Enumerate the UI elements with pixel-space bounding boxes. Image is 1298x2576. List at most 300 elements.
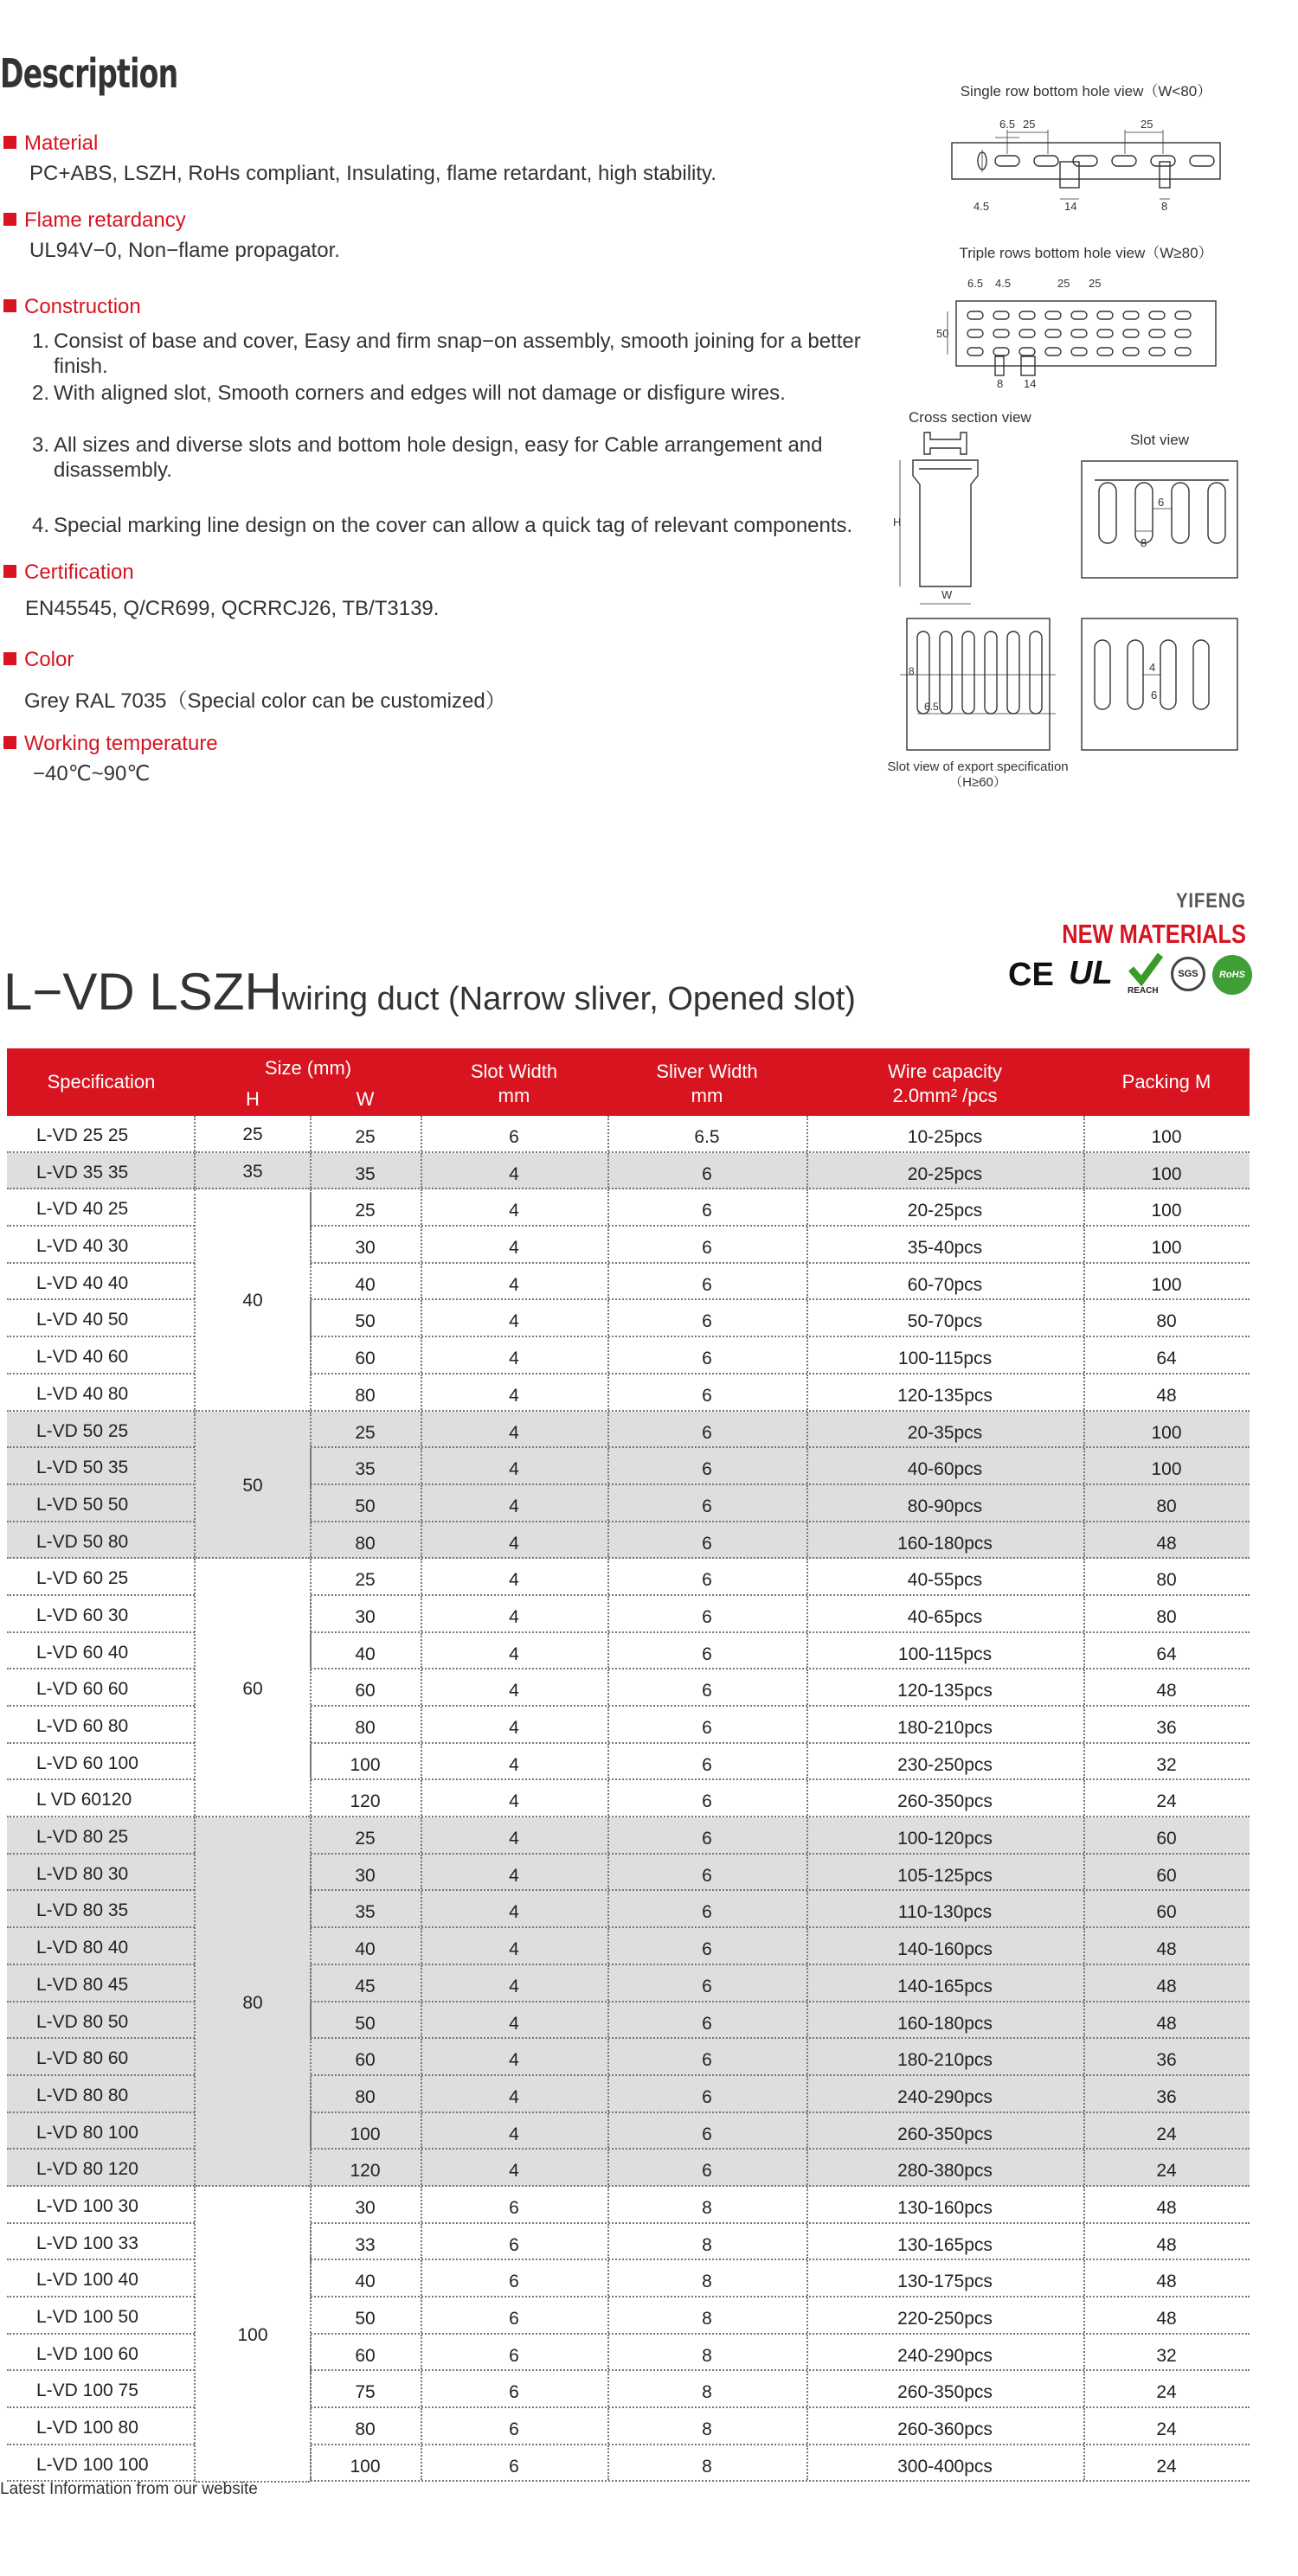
w-cell: 80: [355, 1385, 376, 1406]
dim-label: 50: [936, 327, 949, 340]
column-divider: [806, 1412, 808, 1447]
column-divider: [421, 1707, 422, 1742]
column-divider: [421, 1116, 422, 1151]
packing-cell: 24: [1156, 2456, 1177, 2477]
slot-width-cell: 4: [509, 2086, 519, 2107]
packing-cell: 48: [1156, 1976, 1177, 1996]
packing-cell: 24: [1156, 2124, 1177, 2144]
spec-cell: L-VD 40 40: [36, 1272, 129, 1293]
column-divider: [1083, 1707, 1085, 1742]
column-divider: [421, 1965, 422, 2001]
ce-mark-icon: CE: [1008, 957, 1054, 993]
material-heading-text: Material: [24, 131, 99, 155]
column-divider: [1083, 2150, 1085, 2185]
slot-width-cell: 4: [509, 1606, 519, 1627]
column-divider: [806, 1189, 808, 1225]
item-text: All sizes and diverse slots and bottom hole design, easy for Cable arrangement and disassembly.: [54, 433, 823, 482]
slot-width-cell: 6: [509, 2234, 519, 2255]
cross-section-view: [900, 433, 978, 604]
column-divider: [1083, 1928, 1085, 1964]
column-divider: [421, 1522, 422, 1558]
spec-cell: L-VD 100 40: [36, 2270, 138, 2291]
column-divider: [1083, 2371, 1085, 2406]
column-divider: [1083, 2260, 1085, 2296]
column-divider: [607, 1300, 609, 1336]
column-divider: [421, 1153, 422, 1189]
column-divider: [607, 1891, 609, 1926]
slot-width-cell: 6: [509, 2456, 519, 2477]
column-divider: [310, 2187, 312, 2481]
column-divider: [607, 1264, 609, 1299]
bullet-square-icon: [3, 299, 16, 312]
column-divider: [1083, 2297, 1085, 2333]
slot-width-cell: 4: [509, 1311, 519, 1332]
bullet-square-icon: [3, 565, 16, 578]
w-cell: 60: [355, 2345, 376, 2366]
construction-item-3: [32, 433, 880, 483]
flame-heading-text: Flame retardancy: [24, 208, 186, 232]
wire-capacity-cell: 130-175pcs: [897, 2272, 993, 2292]
spec-cell: L-VD 100 50: [36, 2307, 138, 2327]
bullet-square-icon: [3, 736, 16, 749]
column-divider: [806, 2076, 808, 2111]
item-number: 2.: [32, 381, 50, 405]
packing-cell: 64: [1156, 1644, 1177, 1664]
single-row-caption: Single row bottom hole view（W<80）: [960, 83, 1212, 99]
sliver-width-cell: 6: [702, 1570, 712, 1591]
w-cell: 60: [355, 1681, 376, 1701]
column-divider: [421, 2445, 422, 2481]
packing-cell: 36: [1156, 1718, 1177, 1738]
column-divider: [806, 2002, 808, 2038]
slot-view-caption: Slot view: [1129, 432, 1190, 448]
sliver-width-cell: 6: [702, 2086, 712, 2107]
packing-cell: 24: [1156, 1791, 1177, 1812]
w-cell: 100: [350, 2456, 381, 2477]
dim-label: H: [893, 516, 902, 529]
column-divider: [421, 1300, 422, 1336]
sliver-width-cell: 6: [702, 1681, 712, 1701]
table-body: [7, 1116, 1250, 2482]
packing-cell: 48: [1156, 1385, 1177, 1406]
w-cell: 60: [355, 2050, 376, 2071]
column-divider: [1083, 1375, 1085, 1410]
sliver-width-cell: 6: [702, 1829, 712, 1849]
spec-table: [7, 1048, 1250, 2482]
column-divider: [806, 1928, 808, 1964]
w-cell: 30: [355, 2197, 376, 2218]
packing-cell: 60: [1156, 1902, 1177, 1923]
column-divider: [1083, 1855, 1085, 1890]
column-divider: [806, 1153, 808, 1189]
spec-cell: L-VD 40 60: [36, 1347, 129, 1368]
sliver-width-cell: 6: [702, 2050, 712, 2071]
spec-cell: L-VD 60 60: [36, 1679, 129, 1700]
construction-item-4: [32, 513, 915, 538]
brand-tagline: NEW MATERIALS: [1062, 919, 1246, 949]
item-text: Special marking line design on the cover can allow a quick tag of relevant components.: [54, 514, 853, 537]
dim-label: 14: [1024, 377, 1037, 390]
sliver-width-cell: 8: [702, 2345, 712, 2366]
sliver-width-cell: 6: [702, 1385, 712, 1406]
h-group-cell: [196, 1189, 310, 1411]
column-divider: [1083, 2039, 1085, 2074]
export-slot-caption: Slot view of export specification: [887, 759, 1069, 774]
wire-capacity-cell: 60-70pcs: [907, 1274, 983, 1295]
spec-cell: L-VD 40 25: [36, 1199, 129, 1220]
column-divider: [421, 1448, 422, 1483]
slot-width-cell: 4: [509, 1238, 519, 1259]
wire-capacity-cell: 180-210pcs: [897, 2050, 993, 2071]
w-cell: 25: [355, 1422, 376, 1443]
column-divider: [607, 2260, 609, 2296]
column-divider: [806, 2260, 808, 2296]
dim-label: 6.5: [999, 118, 1016, 131]
dim-label: 4: [1149, 661, 1156, 674]
column-divider: [607, 1337, 609, 1373]
column-divider: [806, 1817, 808, 1853]
column-divider: [607, 1485, 609, 1521]
flame-text: UL94V−0, Non−flame propagator.: [29, 239, 340, 262]
column-divider: [1083, 1891, 1085, 1926]
slot-width-cell: 6: [509, 2197, 519, 2218]
column-divider: [607, 2187, 609, 2222]
column-divider: [607, 2297, 609, 2333]
column-divider: [421, 2371, 422, 2406]
wire-capacity-cell: 260-350pcs: [897, 2382, 993, 2403]
item-number: 4.: [32, 514, 50, 537]
slot-width-cell: 4: [509, 1681, 519, 1701]
column-divider: [1083, 1559, 1085, 1594]
column-divider: [421, 2076, 422, 2111]
certification-heading: [3, 561, 134, 585]
dim-label: 14: [1064, 200, 1077, 213]
sliver-width-cell: 6: [702, 1349, 712, 1369]
slot-width-cell: 4: [509, 1422, 519, 1443]
column-divider: [806, 1116, 808, 1151]
header-packing: Packing M: [1121, 1071, 1211, 1093]
column-divider: [607, 1707, 609, 1742]
header-h: H: [246, 1088, 260, 1110]
reach-mark-icon: REACH: [1128, 952, 1164, 1000]
wire-capacity-cell: 140-160pcs: [897, 1939, 993, 1960]
h-value: 100: [237, 2325, 268, 2346]
slot-width-cell: 4: [509, 1939, 519, 1960]
column-divider: [806, 1744, 808, 1779]
header-w: W: [356, 1088, 375, 1110]
sgs-mark-icon: SGS: [1171, 957, 1205, 991]
w-cell: 40: [355, 1274, 376, 1295]
sliver-width-cell: 6: [702, 1496, 712, 1516]
spec-cell: L-VD 60 30: [36, 1605, 129, 1625]
packing-cell: 32: [1156, 2345, 1177, 2366]
color-heading: [3, 648, 74, 672]
w-cell: 100: [350, 1754, 381, 1775]
column-divider: [607, 1596, 609, 1631]
w-cell: 25: [355, 1570, 376, 1591]
packing-cell: 24: [1156, 2382, 1177, 2403]
slot-width-cell: 4: [509, 2013, 519, 2034]
header-sliver-unit: mm: [691, 1085, 723, 1106]
column-divider: [806, 1227, 808, 1262]
material-heading: [3, 131, 98, 156]
column-divider: [806, 2335, 808, 2370]
sliver-width-cell: 6: [702, 1791, 712, 1812]
column-divider: [607, 1817, 609, 1853]
dim-label: 8: [997, 377, 1004, 390]
wire-capacity-cell: 130-160pcs: [897, 2197, 993, 2218]
h-value: 60: [242, 1678, 263, 1699]
slot-width-cell: 4: [509, 1865, 519, 1886]
spec-cell: L-VD 40 30: [36, 1236, 129, 1257]
h-group-cell: [196, 2187, 310, 2483]
slot-width-cell: 6: [509, 2272, 519, 2292]
column-divider: [607, 1669, 609, 1705]
column-divider: [806, 2445, 808, 2481]
column-divider: [607, 1928, 609, 1964]
column-divider: [806, 1337, 808, 1373]
spec-cell: L-VD 40 50: [36, 1310, 129, 1330]
dim-label: 8: [909, 665, 915, 677]
h-group-cell: [196, 1559, 310, 1817]
w-cell: 35: [355, 1902, 376, 1923]
packing-cell: 60: [1156, 1829, 1177, 1849]
packing-cell: 48: [1156, 1939, 1177, 1960]
description-title: Description: [0, 50, 178, 97]
packing-cell: 100: [1151, 1201, 1182, 1221]
packing-cell: 48: [1156, 2197, 1177, 2218]
column-divider: [421, 1780, 422, 1816]
column-divider: [607, 1189, 609, 1225]
column-divider: [310, 1817, 312, 2185]
column-divider: [806, 1596, 808, 1631]
bullet-square-icon: [3, 136, 16, 149]
w-cell: 100: [350, 2124, 381, 2144]
column-divider: [421, 2408, 422, 2444]
certification-text: EN45545, Q/CR699, QCRRCJ26, TB/T3139.: [25, 597, 440, 620]
construction-heading-text: Construction: [24, 295, 141, 318]
sliver-width-cell: 6: [702, 1459, 712, 1480]
slot-width-cell: 4: [509, 1976, 519, 1996]
column-divider: [1083, 1448, 1085, 1483]
column-divider: [421, 1633, 422, 1669]
wire-capacity-cell: 10-25pcs: [907, 1127, 983, 1147]
w-cell: 30: [355, 1238, 376, 1259]
column-divider: [607, 1559, 609, 1594]
column-divider: [310, 1189, 312, 1409]
column-divider: [1083, 2408, 1085, 2444]
column-divider: [1083, 1780, 1085, 1816]
color-heading-text: Color: [24, 648, 74, 671]
sliver-width-cell: 8: [702, 2197, 712, 2218]
sliver-width-cell: 8: [702, 2272, 712, 2292]
slot-width-cell: 4: [509, 1349, 519, 1369]
w-cell: 25: [355, 1201, 376, 1221]
cross-section-caption: Cross section view: [909, 409, 1031, 426]
column-divider: [1083, 1633, 1085, 1669]
packing-cell: 80: [1156, 1606, 1177, 1627]
spec-cell: L-VD 100 30: [36, 2195, 138, 2216]
table-header: [7, 1048, 1250, 1116]
h-value: 40: [242, 1291, 263, 1311]
column-divider: [806, 1891, 808, 1926]
column-divider: [1083, 1522, 1085, 1558]
column-divider: [421, 1264, 422, 1299]
packing-cell: 100: [1151, 1238, 1182, 1259]
packing-cell: 100: [1151, 1163, 1182, 1184]
wire-capacity-cell: 20-35pcs: [907, 1422, 983, 1443]
column-divider: [806, 2297, 808, 2333]
spec-cell: L-VD 60 80: [36, 1716, 129, 1736]
column-divider: [607, 1522, 609, 1558]
slot-width-cell: 4: [509, 1385, 519, 1406]
sliver-width-cell: 6.5: [694, 1127, 720, 1147]
technical-diagrams: [865, 69, 1272, 830]
certification-marks: [1008, 952, 1255, 1000]
item-text: With aligned slot, Smooth corners and edges will not damage or disfigure wires.: [54, 381, 786, 405]
column-divider: [421, 1559, 422, 1594]
dim-label: 4.5: [974, 200, 990, 213]
spec-cell: L-VD 100 80: [36, 2418, 138, 2438]
sliver-width-cell: 6: [702, 1606, 712, 1627]
sliver-width-cell: 6: [702, 2124, 712, 2144]
column-divider: [806, 1300, 808, 1336]
wire-capacity-cell: 300-400pcs: [897, 2456, 993, 2477]
sliver-width-cell: 6: [702, 1754, 712, 1775]
rohs-mark-icon: RoHS: [1212, 955, 1252, 995]
spec-cell: L VD 60120: [36, 1790, 132, 1810]
w-cell: 80: [355, 2086, 376, 2107]
sliver-width-cell: 8: [702, 2419, 712, 2440]
wire-capacity-cell: 20-25pcs: [907, 1163, 983, 1184]
slot-width-cell: 4: [509, 1533, 519, 1554]
sliver-width-cell: 6: [702, 1238, 712, 1259]
column-divider: [607, 2113, 609, 2149]
column-divider: [806, 1669, 808, 1705]
dim-label: 25: [1057, 277, 1070, 290]
column-divider: [1083, 1485, 1085, 1521]
product-code: L−VD LSZH: [3, 963, 282, 1021]
column-divider: [806, 2113, 808, 2149]
slot-width-cell: 4: [509, 2050, 519, 2071]
product-subtitle: wiring duct (Narrow sliver, Opened slot): [281, 981, 856, 1017]
spec-cell: L-VD 80 80: [36, 2085, 129, 2105]
column-divider: [607, 2002, 609, 2038]
sliver-width-cell: 6: [702, 1939, 712, 1960]
spec-cell: L-VD 50 80: [36, 1531, 129, 1552]
dim-label: 25: [1023, 118, 1036, 131]
spec-cell: L-VD 60 25: [36, 1568, 129, 1589]
packing-cell: 100: [1151, 1422, 1182, 1443]
column-divider: [1083, 2224, 1085, 2259]
header-spec: Specification: [47, 1071, 156, 1093]
w-cell: 25: [355, 1829, 376, 1849]
w-cell: 40: [355, 2272, 376, 2292]
h-group-cell: [196, 1817, 310, 2187]
wire-capacity-cell: 100-120pcs: [897, 1829, 993, 1849]
brand-name: YIFENG: [1175, 889, 1246, 913]
column-divider: [607, 1116, 609, 1151]
column-divider: [607, 2039, 609, 2074]
sliver-width-cell: 6: [702, 1274, 712, 1295]
column-divider: [806, 1375, 808, 1410]
column-divider: [421, 1596, 422, 1631]
wire-capacity-cell: 100-115pcs: [897, 1349, 993, 1369]
item-number: 1.: [32, 330, 50, 353]
spec-cell: L-VD 80 100: [36, 2122, 138, 2143]
column-divider: [607, 2150, 609, 2185]
h-group-cell: [196, 1412, 310, 1560]
column-divider: [421, 1744, 422, 1779]
column-divider: [421, 1855, 422, 1890]
column-divider: [607, 1227, 609, 1262]
slot-width-cell: 4: [509, 1829, 519, 1849]
column-divider: [421, 2335, 422, 2370]
wire-capacity-cell: 230-250pcs: [897, 1754, 993, 1775]
w-cell: 33: [355, 2234, 376, 2255]
slot-width-cell: 4: [509, 1718, 519, 1738]
bullet-square-icon: [3, 213, 16, 226]
wire-capacity-cell: 110-130pcs: [897, 1902, 993, 1923]
column-divider: [421, 2150, 422, 2185]
column-divider: [607, 1412, 609, 1447]
ul-mark-icon: UL: [1069, 955, 1113, 991]
item-text: Consist of base and cover, Easy and firm snap−on assembly, smooth joining for a better finish.: [54, 330, 861, 378]
construction-heading: [3, 295, 141, 319]
sliver-width-cell: 8: [702, 2234, 712, 2255]
column-divider: [806, 1448, 808, 1483]
wire-capacity-cell: 140-165pcs: [897, 1976, 993, 1996]
spec-cell: L-VD 80 35: [36, 1900, 129, 1921]
column-divider: [806, 2224, 808, 2259]
wire-capacity-cell: 180-210pcs: [897, 1718, 993, 1738]
column-divider: [607, 2224, 609, 2259]
sliver-width-cell: 6: [702, 1163, 712, 1184]
column-divider: [806, 1707, 808, 1742]
column-divider: [607, 2408, 609, 2444]
column-divider: [806, 1485, 808, 1521]
packing-cell: 80: [1156, 1311, 1177, 1332]
packing-cell: 48: [1156, 2272, 1177, 2292]
column-divider: [607, 2371, 609, 2406]
column-divider: [806, 2371, 808, 2406]
column-divider: [310, 1153, 312, 1189]
slot-width-cell: 4: [509, 1201, 519, 1221]
column-divider: [607, 1633, 609, 1669]
spec-cell: L-VD 80 60: [36, 2048, 129, 2069]
header-slot: Slot Width: [470, 1061, 558, 1082]
sliver-width-cell: 6: [702, 1422, 712, 1443]
column-divider: [421, 2113, 422, 2149]
column-divider: [1083, 1412, 1085, 1447]
column-divider: [421, 1375, 422, 1410]
temperature-heading-text: Working temperature: [24, 732, 218, 755]
header-sliver: Sliver Width: [656, 1061, 758, 1082]
w-cell: 50: [355, 2013, 376, 2034]
w-cell: 60: [355, 1349, 376, 1369]
dim-label: 8: [1141, 536, 1147, 549]
spec-cell: L-VD 60 40: [36, 1642, 129, 1663]
column-divider: [1083, 1264, 1085, 1299]
wire-capacity-cell: 120-135pcs: [897, 1385, 993, 1406]
column-divider: [607, 1744, 609, 1779]
slot-width-cell: 4: [509, 2161, 519, 2182]
column-divider: [1083, 1817, 1085, 1853]
slot-width-cell: 6: [509, 2419, 519, 2440]
export-slot-caption-2: （H≥60）: [949, 775, 1006, 790]
column-divider: [421, 2187, 422, 2222]
wire-capacity-cell: 160-180pcs: [897, 1533, 993, 1554]
